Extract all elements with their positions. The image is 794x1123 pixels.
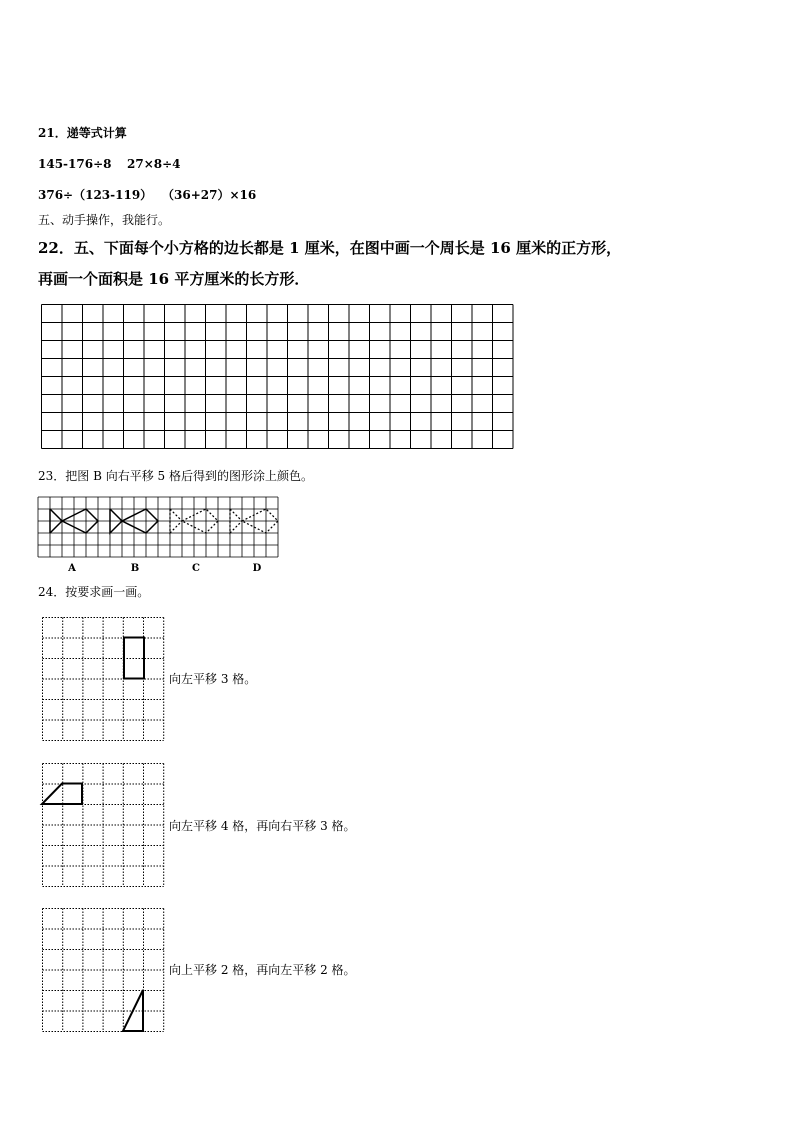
q23-figure[interactable]	[38, 495, 282, 575]
q21-expr-2: 27×8÷4	[127, 157, 181, 171]
q24-shape-trapezoid	[42, 784, 82, 805]
q24-title: 24．按要求画一画。	[38, 585, 150, 599]
q22-grid[interactable]	[41, 304, 515, 450]
q21-title: 21．递等式计算	[38, 126, 127, 140]
q23-label-d: D	[252, 563, 262, 574]
q24-grid-1[interactable]	[42, 617, 164, 741]
q22-line-2: 再画一个面积是 16 平方厘米的长方形．	[38, 270, 310, 288]
q22-line-1: 22．五、下面每个小方格的边长都是 1 厘米，在图中画一个周长是 16 厘米的正方形，	[38, 239, 622, 257]
q23-title: 23．把图 B 向右平移 5 格后得到的图形涂上颜色。	[38, 469, 313, 483]
q24-instruction-1: 向左平移 3 格。	[169, 672, 257, 686]
q21-expr-1: 145-176÷8	[38, 157, 112, 171]
q24-grid-2[interactable]	[42, 763, 164, 887]
q21-expr-3: 376÷（123-119）	[38, 188, 153, 202]
q23-label-a: A	[68, 563, 76, 574]
q23-label-b: B	[130, 563, 140, 574]
q21-expr-4: （36+27）×16	[162, 188, 257, 202]
q24-grid-3[interactable]	[42, 908, 164, 1032]
q24-instruction-3: 向上平移 2 格，再向左平移 2 格。	[169, 963, 356, 977]
section-5-title: 五、动手操作，我能行。	[38, 213, 171, 227]
q23-label-c: C	[192, 563, 200, 574]
q24-instruction-2: 向左平移 4 格，再向右平移 3 格。	[169, 819, 356, 833]
